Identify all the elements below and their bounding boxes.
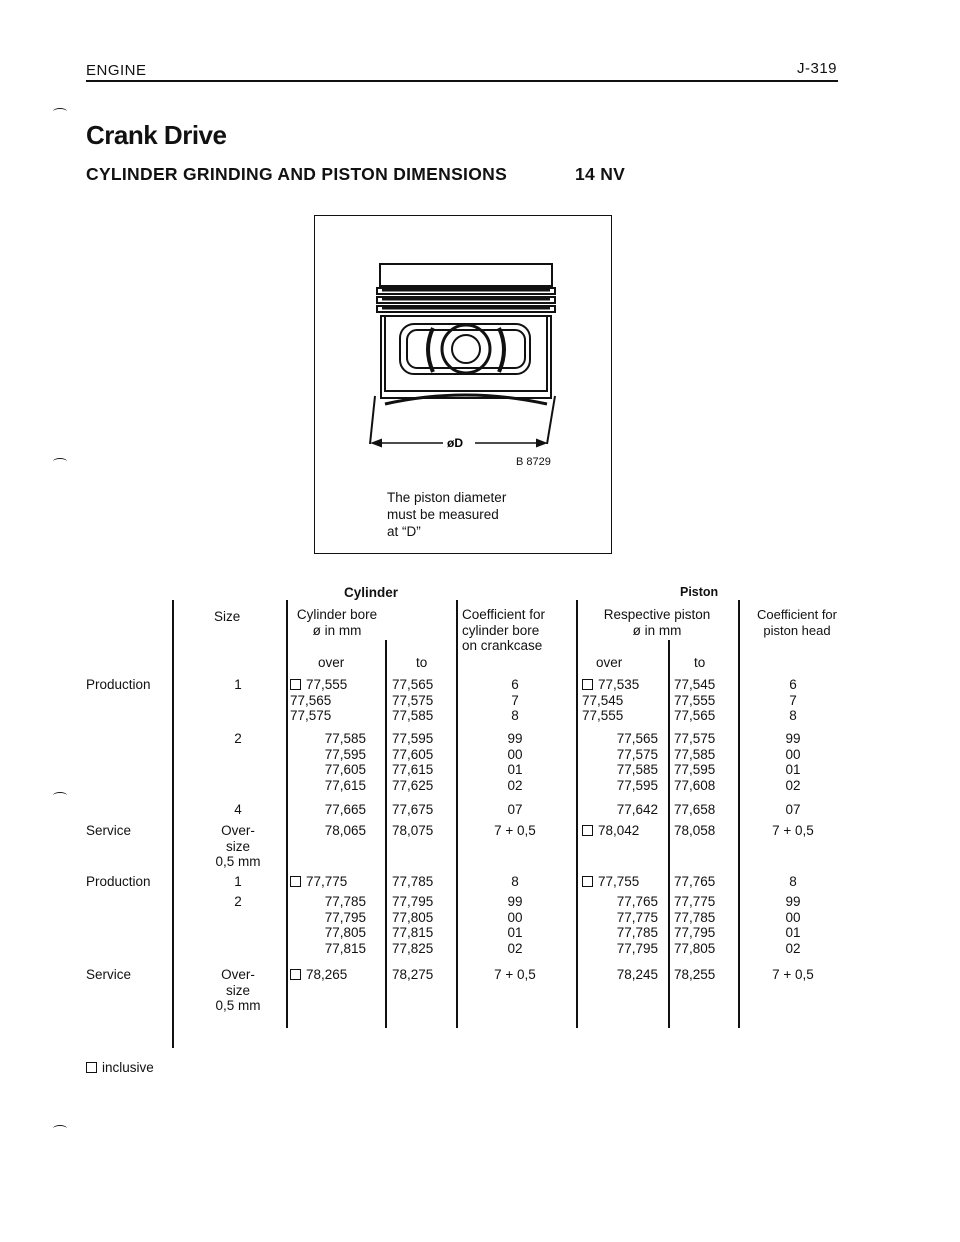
figure-caption: The piston diameter must be measured at “D”: [387, 490, 507, 539]
row-category: Production: [86, 677, 151, 692]
cylinder-to: 77,595 77,605 77,615 77,625: [392, 731, 434, 793]
cylinder-to: 78,275: [392, 967, 434, 982]
cylinder-coefficient: 99 00 01 02: [507, 894, 523, 956]
cylinder-coefficient: 99 00 01 02: [507, 731, 523, 793]
inclusive-box-icon: [582, 876, 593, 887]
group-piston: Piston: [680, 585, 719, 599]
dimension-label: øD: [447, 436, 463, 450]
cylinder-coefficient: 07: [507, 802, 523, 817]
piston-to: 77,658: [674, 802, 716, 817]
row-category: Production: [86, 874, 151, 889]
figure-code: B 8729: [516, 456, 551, 468]
margin-mark: [53, 792, 67, 799]
cylinder-over: 78,065: [324, 823, 366, 838]
footnote: inclusive: [86, 1060, 154, 1076]
piston-to: 77,575 77,585 77,595 77,608: [674, 731, 716, 793]
column-divider: [576, 600, 578, 1028]
inclusive-box-icon: [582, 825, 593, 836]
cylinder-over: 77,785 77,795 77,805 77,815: [324, 894, 366, 956]
cylinder-to: 77,795 77,805 77,815 77,825: [392, 894, 434, 956]
row-size: 2: [234, 894, 242, 909]
cylinder-to: 77,565 77,575 77,585: [392, 677, 434, 723]
row-category: Service: [86, 823, 132, 838]
subhead-over: over: [596, 655, 623, 670]
piston-over: 78,042: [582, 823, 666, 839]
row-size: 1: [234, 874, 242, 889]
piston-coefficient: 6 7 8: [789, 677, 797, 723]
row-category: Service: [86, 967, 132, 982]
margin-mark: [53, 1125, 67, 1132]
piston-figure: [314, 215, 612, 554]
piston-coefficient: 99 00 01 02: [785, 894, 801, 956]
inclusive-box-icon: [290, 679, 301, 690]
row-size: 1: [234, 677, 242, 692]
column-divider: [172, 600, 174, 1048]
margin-mark: [53, 108, 67, 115]
section-name: ENGINE: [86, 62, 147, 79]
inclusive-box-icon: [290, 969, 301, 980]
cylinder-coefficient: 8: [511, 874, 519, 889]
subhead-to: to: [416, 655, 428, 670]
column-divider: [286, 600, 288, 1028]
piston-over: 77,765 77,775 77,785 77,795: [616, 894, 658, 956]
row-size: Over- size 0,5 mm: [215, 823, 261, 869]
cylinder-over: 77,775: [290, 874, 380, 890]
cylinder-to: 77,675: [392, 802, 434, 817]
cylinder-over: 77,665: [324, 802, 366, 817]
column-divider: [738, 600, 740, 1028]
piston-coefficient: 8: [789, 874, 797, 889]
piston-diagram: [315, 216, 611, 466]
section-subtitle: CYLINDER GRINDING AND PISTON DIMENSIONS: [86, 164, 508, 184]
cylinder-over: 77,555 77,565 77,575: [290, 677, 348, 723]
col-cylinder-bore: Cylinder bore ø in mm: [296, 607, 378, 638]
inclusive-box-icon: [86, 1062, 97, 1073]
col-size: Size: [214, 609, 241, 624]
cylinder-over: 77,585 77,595 77,605 77,615: [324, 731, 366, 793]
page-title: Crank Drive: [86, 120, 227, 150]
cylinder-coefficient: 7 + 0,5: [494, 967, 536, 982]
piston-to: 77,775 77,785 77,795 77,805: [674, 894, 716, 956]
col-piston: Respective piston ø in mm: [603, 607, 711, 638]
column-divider: [668, 640, 670, 1028]
page-number: J-319: [797, 60, 838, 77]
piston-to: 77,765: [674, 874, 716, 889]
engine-code: 14 NV: [575, 164, 626, 184]
piston-to: 77,545 77,555 77,565: [674, 677, 716, 723]
inclusive-box-icon: [582, 679, 593, 690]
piston-coefficient: 07: [785, 802, 801, 817]
piston-coefficient: 7 + 0,5: [772, 823, 814, 838]
column-divider: [456, 600, 458, 1028]
column-divider: [385, 640, 387, 1028]
row-size: Over- size 0,5 mm: [215, 967, 261, 1013]
piston-to: 78,058: [674, 823, 716, 838]
row-size: 2: [234, 731, 242, 746]
subhead-over: over: [318, 655, 345, 670]
col-piston-coefficient: Coefficient for piston head: [757, 607, 837, 638]
piston-coefficient: 99 00 01 02: [785, 731, 801, 793]
row-size: 4: [234, 802, 242, 817]
subhead-to: to: [694, 655, 706, 670]
group-cylinder: Cylinder: [344, 585, 399, 600]
inclusive-box-icon: [290, 876, 301, 887]
piston-to: 78,255: [674, 967, 716, 982]
cylinder-over: 78,265: [290, 967, 380, 983]
piston-coefficient: 7 + 0,5: [772, 967, 814, 982]
cylinder-to: 78,075: [392, 823, 434, 838]
col-cylinder-coefficient: Coefficient for cylinder bore on crankcase: [462, 607, 546, 653]
cylinder-coefficient: 6 7 8: [511, 677, 519, 723]
piston-over: 77,642: [616, 802, 658, 817]
piston-over: 77,535 77,545 77,555: [582, 677, 640, 723]
cylinder-coefficient: 7 + 0,5: [494, 823, 536, 838]
piston-over: 77,755: [582, 874, 666, 890]
margin-mark: [53, 458, 67, 465]
piston-over: 77,565 77,575 77,585 77,595: [616, 731, 658, 793]
piston-over: 78,245: [616, 967, 658, 982]
cylinder-to: 77,785: [392, 874, 434, 889]
header-rule: [86, 80, 838, 82]
